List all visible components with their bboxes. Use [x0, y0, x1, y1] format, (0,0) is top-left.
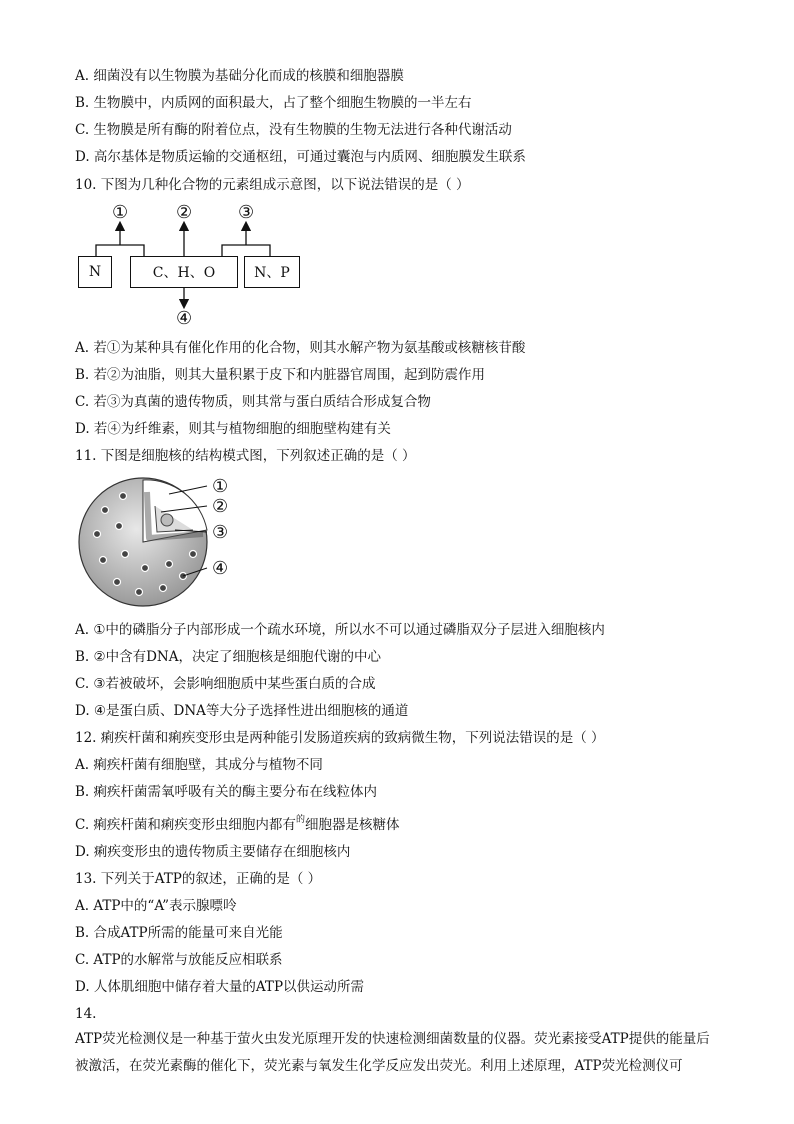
q10-option-d: D. 若④为纤维素，则其与植物细胞的细胞壁构建有关	[75, 421, 391, 437]
q11-option-b: B. ②中含有DNA，决定了细胞核是细胞代谢的中心	[75, 649, 381, 665]
nucleus-structure-diagram	[75, 472, 245, 612]
box-n: N	[78, 256, 112, 288]
q12-option-b: B. 痢疾杆菌需氧呼吸有关的酶主要分布在线粒体内	[75, 784, 378, 800]
q9-option-b: B. 生物膜中，内质网的面积最大，占了整个细胞生物膜的一半左右	[75, 95, 472, 111]
q11-option-c: C. ③若被破坏，会影响细胞质中某些蛋白质的合成	[75, 676, 376, 692]
q10-option-c: C. 若③为真菌的遗传物质，则其常与蛋白质结合形成复合物	[75, 394, 431, 410]
q9-option-d: D. 高尔基体是物质运输的交通枢纽，可通过囊泡与内质网、细胞膜发生联系	[75, 149, 526, 165]
q14-number: 14.	[75, 1006, 97, 1022]
label-4: ④	[176, 308, 193, 329]
q13-option-d: D. 人体肌细胞中储存着大量的ATP以供运动所需	[75, 979, 365, 995]
q10-stem: 10. 下图为几种化合物的元素组成示意图，以下说法错误的是（ ）	[75, 177, 470, 193]
box-cho: C、H、O	[130, 256, 238, 288]
box-np: N、P	[244, 256, 300, 288]
q11-option-d: D. ④是蛋白质、DNA等大分子选择性进出细胞核的通道	[75, 703, 409, 719]
q12-stem: 12. 痢疾杆菌和痢疾变形虫是两种能引发肠道疾病的致病微生物，下列说法错误的是（ ）	[75, 730, 605, 746]
q9-option-c: C. 生物膜是所有酶的附着位点，没有生物膜的生物无法进行各种代谢活动	[75, 122, 512, 138]
q13-stem: 13. 下列关于ATP的叙述，正确的是（ ）	[75, 871, 322, 887]
q12-option-a: A. 痢疾杆菌有细胞壁，其成分与植物不同	[75, 757, 323, 773]
nucleus-label-2: ②	[212, 496, 229, 517]
q10-option-a: A. 若①为某种具有催化作用的化合物，则其水解产物为氨基酸或核糖核苷酸	[75, 340, 526, 356]
q9-option-a: A. 细菌没有以生物膜为基础分化而成的核膜和细胞器膜	[75, 68, 404, 84]
q10-option-b: B. 若②为油脂，则其大量积累于皮下和内脏器官周围，起到防震作用	[75, 367, 486, 383]
q13-option-c: C. ATP的水解常与放能反应相联系	[75, 952, 283, 968]
q12-option-c-sup: 的	[295, 815, 305, 825]
q13-option-b: B. 合成ATP所需的能量可来自光能	[75, 925, 283, 941]
nucleus-label-3: ③	[212, 522, 229, 543]
q12-option-d: D. 痢疾变形虫的遗传物质主要储存在细胞核内	[75, 844, 351, 860]
q11-option-a: A. ①中的磷脂分子内部形成一个疏水环境，所以水不可以通过磷脂双分子层进入细胞核内	[75, 622, 605, 638]
nucleus-label-4: ④	[212, 558, 229, 579]
q11-stem: 11. 下图是细胞核的结构模式图，下列叙述正确的是（ ）	[75, 448, 416, 464]
label-2: ②	[176, 202, 193, 223]
label-3: ③	[238, 202, 255, 223]
q13-option-a: A. ATP中的“A”表示腺嘌呤	[75, 898, 237, 914]
q12-option-c	[75, 816, 399, 836]
q12-option-c-part1: C. 痢疾杆菌和痢疾变形虫细胞内都有	[75, 817, 296, 833]
element-composition-diagram	[70, 200, 310, 330]
nucleus-label-1: ①	[212, 476, 229, 497]
q14-text: ATP荧光检测仪是一种基于萤火虫发光原理开发的快速检测细菌数量的仪器。荧光素接受ATP提供的能量后被激活，在荧光素酶的催化下，荧光素与氧发生化学反应发出荧光。利用上述原理，ATP荧光检测仪可	[75, 1031, 710, 1074]
q12-option-c-part2: 细胞器是核糖体	[304, 817, 400, 833]
label-1: ①	[112, 202, 129, 223]
